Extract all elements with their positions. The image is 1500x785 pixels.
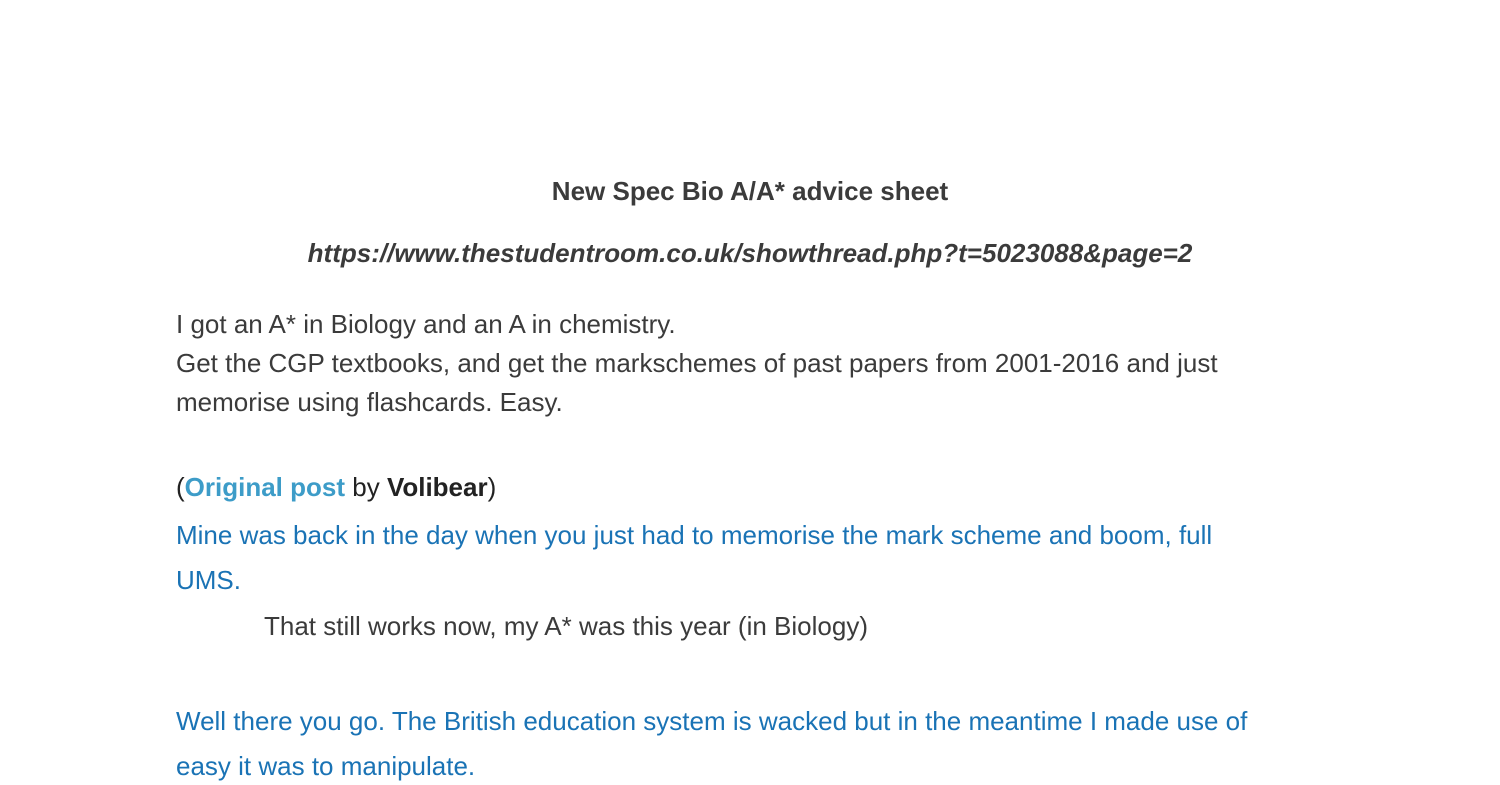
credit-by: by <box>345 472 387 502</box>
source-url: https://www.thestudentroom.co.uk/showthread.php?t=5023088&page=2 <box>307 238 1193 268</box>
original-post-link[interactable]: Original post <box>184 472 346 502</box>
document-title: New Spec Bio A/A* advice sheet <box>551 176 949 206</box>
quote-line: UMS. <box>176 565 241 595</box>
quoted-post-1 <box>176 513 1316 603</box>
credit-close-paren: ) <box>487 472 497 502</box>
intro-line: Get the CGP textbooks, and get the markschemes of past papers from 2001-2016 and just <box>176 348 1218 378</box>
post-credit <box>176 472 496 503</box>
credit-open-paren: ( <box>176 472 185 502</box>
intro-paragraph <box>176 305 1316 422</box>
quote-line: Mine was back in the day when you just had to memorise the mark scheme and boom, full <box>176 520 1213 550</box>
intro-line: I got an A* in Biology and an A in chemistry. <box>176 309 676 339</box>
quoted-post-2 <box>176 699 1316 785</box>
credit-author: Volibear <box>386 472 488 502</box>
quote-line: easy it was to manipulate. <box>176 751 476 781</box>
quote-line: Well there you go. The British education system is wacked but in the meantime I made use of <box>176 706 1248 736</box>
reply-text: That still works now, my A* was this year (in Biology) <box>264 611 868 641</box>
intro-line: memorise using flashcards. Easy. <box>176 387 563 417</box>
